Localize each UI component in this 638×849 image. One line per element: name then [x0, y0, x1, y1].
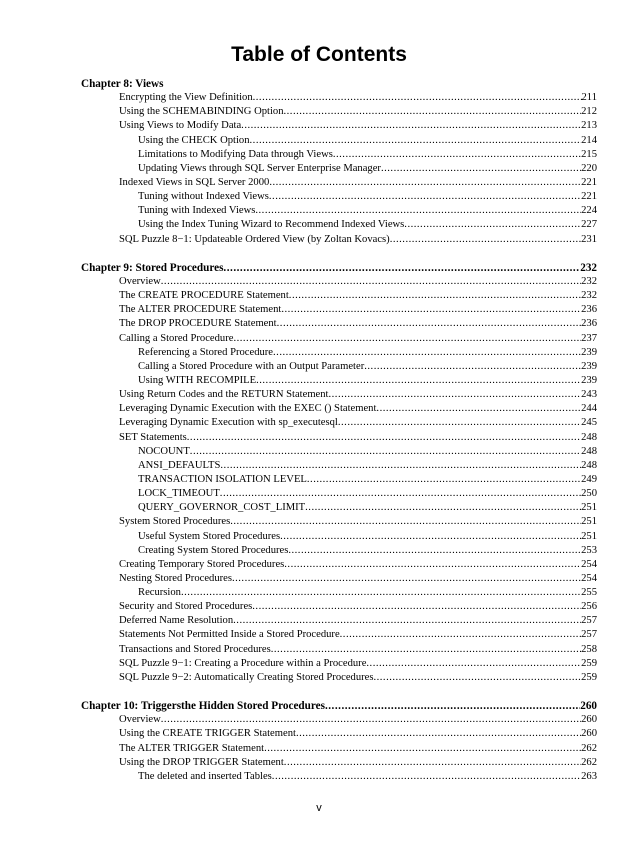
toc-entry[interactable]	[81, 515, 597, 529]
toc-entry-text: Useful System Stored Procedures	[138, 530, 281, 542]
chapter-heading-text: Chapter 10: Triggersthe Hidden Stored Procedures	[81, 700, 325, 713]
toc-entry[interactable]	[81, 190, 597, 204]
toc-entry[interactable]	[81, 459, 597, 473]
toc-entry[interactable]	[81, 233, 597, 247]
dot-leader	[381, 162, 581, 176]
toc-entry-text: Calling a Stored Procedure	[119, 332, 234, 344]
toc-entry-page: 232	[581, 290, 597, 302]
dot-leader	[340, 628, 581, 642]
toc-entry[interactable]	[81, 275, 597, 289]
toc-entry-text: The deleted and inserted Tables	[138, 770, 272, 782]
chapter-heading: Chapter 8: Views	[81, 78, 164, 90]
toc-entry-page: 249	[581, 473, 597, 485]
toc-entry[interactable]	[81, 346, 597, 360]
toc-entry-page: 251	[581, 530, 597, 542]
dot-leader	[190, 445, 581, 459]
toc-entry[interactable]	[81, 289, 597, 303]
toc-entry-text: The ALTER PROCEDURE Statement	[119, 304, 282, 316]
toc-entry-text: Encrypting the View Definition	[119, 92, 253, 104]
toc-entry-text: Limitations to Modifying Data through Views	[138, 148, 333, 160]
toc-entry-page: 236	[581, 318, 597, 330]
dot-leader	[376, 402, 581, 416]
toc-entry-page: 244	[581, 403, 597, 415]
toc-entry[interactable]	[81, 544, 597, 558]
toc-entry-text: The CREATE PROCEDURE Statement	[119, 290, 289, 302]
toc-entry[interactable]	[81, 105, 597, 119]
dot-leader	[366, 657, 581, 671]
toc-entry-page: 256	[581, 601, 597, 613]
toc-entry-text: Leveraging Dynamic Execution with sp_executesql	[119, 417, 338, 429]
dot-leader	[338, 416, 581, 430]
toc-entry-page: 262	[581, 742, 597, 754]
dot-leader	[325, 699, 580, 713]
dot-leader	[281, 303, 581, 317]
toc-entry-text: ANSI_DEFAULTS	[138, 459, 221, 471]
toc-entry-page: 255	[581, 587, 597, 599]
toc-entry-text: SQL Puzzle 8−1: Updateable Ordered View (by Zoltan Kovacs)	[119, 233, 390, 245]
toc-entry-page: 239	[581, 374, 597, 386]
chapter-heading[interactable]	[81, 699, 597, 713]
toc-entry-text: Tuning without Indexed Views	[138, 191, 269, 203]
toc-entry-page: 212	[581, 106, 597, 118]
dot-leader	[296, 727, 581, 741]
toc-entry-page: 213	[581, 120, 597, 132]
toc-entry-page: 259	[581, 671, 597, 683]
toc-entry[interactable]	[81, 770, 597, 784]
toc-entry-page: 263	[581, 770, 597, 782]
dot-leader	[256, 374, 581, 388]
toc-entry-page: 231	[581, 233, 597, 245]
toc-entry[interactable]	[81, 148, 597, 162]
toc-entry-text: Nesting Stored Procedures	[119, 572, 232, 584]
toc-entry-page: 254	[581, 572, 597, 584]
toc-entry-text: Recursion	[138, 587, 181, 599]
toc-entry-text: The DROP PROCEDURE Statement	[119, 318, 277, 330]
toc-entry-page: 211	[581, 92, 597, 104]
toc-entry-text: Transactions and Stored Procedures	[119, 643, 271, 655]
toc-entry-page: 221	[581, 176, 597, 188]
toc-entry[interactable]	[81, 756, 597, 770]
dot-leader	[253, 91, 582, 105]
toc-entry-text: Using the CHECK Option	[138, 134, 250, 146]
dot-leader	[271, 643, 581, 657]
toc-entry[interactable]	[81, 134, 597, 148]
dot-leader	[364, 360, 581, 374]
toc-entry[interactable]	[81, 558, 597, 572]
toc-entry[interactable]	[81, 431, 597, 445]
toc-entry[interactable]	[81, 374, 597, 388]
toc-entry[interactable]	[81, 204, 597, 218]
toc-entry-page: 258	[581, 643, 597, 655]
toc-entry[interactable]	[81, 501, 597, 515]
toc-entry-page: 237	[581, 332, 597, 344]
chapter-heading-page: 260	[580, 700, 597, 713]
toc-entry-page: 214	[581, 134, 597, 146]
dot-leader	[230, 515, 581, 529]
toc-entry-text: Tuning with Indexed Views	[138, 205, 256, 217]
toc-entry[interactable]	[81, 727, 597, 741]
toc-entry-text: Security and Stored Procedures	[119, 601, 253, 613]
toc-entry-text: Using Views to Modify Data	[119, 120, 242, 132]
toc-entry[interactable]	[81, 332, 597, 346]
toc-entry[interactable]	[81, 119, 597, 133]
toc-entry-page: 260	[581, 714, 597, 726]
toc-entry-text: Updating Views through SQL Server Enterprise Manager	[138, 162, 381, 174]
dot-leader	[329, 388, 582, 402]
toc-entry[interactable]	[81, 162, 597, 176]
toc-entry-page: 221	[581, 191, 597, 203]
toc-entry-text: Deferred Name Resolution	[119, 615, 234, 627]
dot-leader	[307, 473, 581, 487]
dot-leader	[277, 317, 581, 331]
dot-leader	[373, 671, 581, 685]
toc-entry-text: Using WITH RECOMPILE	[138, 374, 257, 386]
toc-entry-page: 260	[581, 728, 597, 740]
chapter-heading-page: 232	[580, 261, 597, 274]
toc-entry[interactable]	[81, 91, 597, 105]
toc-entry-page: 259	[581, 657, 597, 669]
toc-entry-text: TRANSACTION ISOLATION LEVEL	[138, 473, 307, 485]
dot-leader	[250, 134, 582, 148]
toc-entry[interactable]	[81, 445, 597, 459]
toc-entry[interactable]	[81, 671, 597, 685]
toc-entry[interactable]	[81, 388, 597, 402]
toc-entry[interactable]	[81, 402, 597, 416]
table-of-contents	[81, 77, 597, 784]
dot-leader	[220, 459, 581, 473]
toc-entry[interactable]	[81, 742, 597, 756]
toc-entry[interactable]	[81, 317, 597, 331]
toc-entry-text: Using the CREATE TRIGGER Statement	[119, 728, 296, 740]
dot-leader	[269, 190, 581, 204]
page-number-footer: v	[316, 802, 322, 814]
dot-leader	[161, 713, 581, 727]
toc-entry-page: 227	[581, 219, 597, 231]
dot-leader	[272, 770, 581, 784]
toc-entry-text: System Stored Procedures	[119, 516, 231, 528]
toc-entry-text: LOCK_TIMEOUT	[138, 488, 220, 500]
toc-entry[interactable]	[81, 530, 597, 544]
toc-entry-text: Overview	[119, 714, 161, 726]
dot-leader	[233, 614, 581, 628]
toc-entry[interactable]	[81, 643, 597, 657]
toc-entry-page: 251	[581, 516, 597, 528]
toc-entry-text: Using the SCHEMABINDING Option	[119, 106, 284, 118]
toc-entry-page: 220	[581, 162, 597, 174]
dot-leader	[264, 742, 581, 756]
toc-entry-text: Using Return Codes and the RETURN Statement	[119, 389, 329, 401]
toc-entry-page: 253	[581, 544, 597, 556]
toc-entry-page: 232	[581, 275, 597, 287]
chapter-heading-text: Chapter 9: Stored Procedures	[81, 261, 224, 274]
chapter-heading[interactable]	[81, 261, 597, 275]
toc-entry-text: Statements Not Permitted Inside a Stored Procedure	[119, 629, 340, 641]
toc-entry-text: Overview	[119, 275, 161, 287]
dot-leader	[333, 148, 581, 162]
toc-entry-page: 243	[581, 389, 597, 401]
dot-leader	[233, 332, 581, 346]
toc-entry-text: Creating System Stored Procedures	[138, 544, 289, 556]
toc-entry[interactable]	[81, 487, 597, 501]
dot-leader	[223, 261, 580, 275]
toc-entry[interactable]	[81, 303, 597, 317]
toc-entry[interactable]	[81, 218, 597, 232]
toc-entry-text: The ALTER TRIGGER Statement	[119, 742, 265, 754]
dot-leader	[390, 233, 581, 247]
dot-leader	[273, 346, 581, 360]
dot-leader	[305, 501, 581, 515]
dot-leader	[232, 572, 581, 586]
dot-leader	[284, 756, 581, 770]
dot-leader	[252, 600, 581, 614]
toc-entry-text: Referencing a Stored Procedure	[138, 346, 274, 358]
dot-leader	[241, 119, 581, 133]
toc-entry-text: Using the DROP TRIGGER Statement	[119, 756, 284, 768]
toc-entry-page: 236	[581, 304, 597, 316]
toc-entry-text: Calling a Stored Procedure with an Output Parameter	[138, 360, 365, 372]
toc-entry-page: 224	[581, 205, 597, 217]
toc-entry-page: 257	[581, 615, 597, 627]
toc-entry-page: 254	[581, 558, 597, 570]
toc-entry-page: 262	[581, 756, 597, 768]
toc-entry-page: 239	[581, 360, 597, 372]
dot-leader	[161, 275, 581, 289]
dot-leader	[269, 176, 581, 190]
toc-entry-text: Creating Temporary Stored Procedures	[119, 558, 285, 570]
toc-entry[interactable]	[81, 360, 597, 374]
toc-entry[interactable]	[81, 600, 597, 614]
toc-entry-page: 248	[581, 445, 597, 457]
toc-entry-page: 257	[581, 629, 597, 641]
toc-entry-text: Indexed Views in SQL Server 2000	[119, 176, 270, 188]
toc-entry[interactable]	[81, 176, 597, 190]
dot-leader	[187, 431, 581, 445]
dot-leader	[181, 586, 581, 600]
dot-leader	[404, 218, 581, 232]
toc-entry-page: 215	[581, 148, 597, 160]
toc-entry[interactable]	[81, 416, 597, 430]
dot-leader	[255, 204, 581, 218]
dot-leader	[220, 487, 581, 501]
toc-entry-page: 239	[581, 346, 597, 358]
toc-entry-text: SQL Puzzle 9−2: Automatically Creating Stored Procedures	[119, 671, 374, 683]
toc-entry-text: NOCOUNT	[138, 445, 190, 457]
toc-entry-page: 245	[581, 417, 597, 429]
toc-entry-text: Using the Index Tuning Wizard to Recommend Indexed Views	[138, 219, 405, 231]
toc-entry-text: SET Statements	[119, 431, 187, 443]
page-title: Table of Contents	[231, 43, 407, 66]
toc-entry-page: 250	[581, 488, 597, 500]
toc-entry[interactable]	[81, 572, 597, 586]
toc-entry[interactable]	[81, 713, 597, 727]
dot-leader	[289, 289, 581, 303]
dot-leader	[284, 105, 582, 119]
dot-leader	[284, 558, 581, 572]
toc-entry-page: 248	[581, 459, 597, 471]
toc-entry[interactable]	[81, 473, 597, 487]
toc-entry[interactable]	[81, 628, 597, 642]
toc-entry-text: SQL Puzzle 9−1: Creating a Procedure within a Procedure	[119, 657, 367, 669]
toc-entry[interactable]	[81, 657, 597, 671]
dot-leader	[288, 544, 581, 558]
toc-entry-page: 251	[581, 502, 597, 514]
toc-entry-text: QUERY_GOVERNOR_COST_LIMIT	[138, 502, 306, 514]
toc-entry-text: Leveraging Dynamic Execution with the EXEC () Statement	[119, 403, 377, 415]
toc-entry[interactable]	[81, 586, 597, 600]
toc-entry-page: 248	[581, 431, 597, 443]
dot-leader	[280, 530, 581, 544]
toc-entry[interactable]	[81, 614, 597, 628]
